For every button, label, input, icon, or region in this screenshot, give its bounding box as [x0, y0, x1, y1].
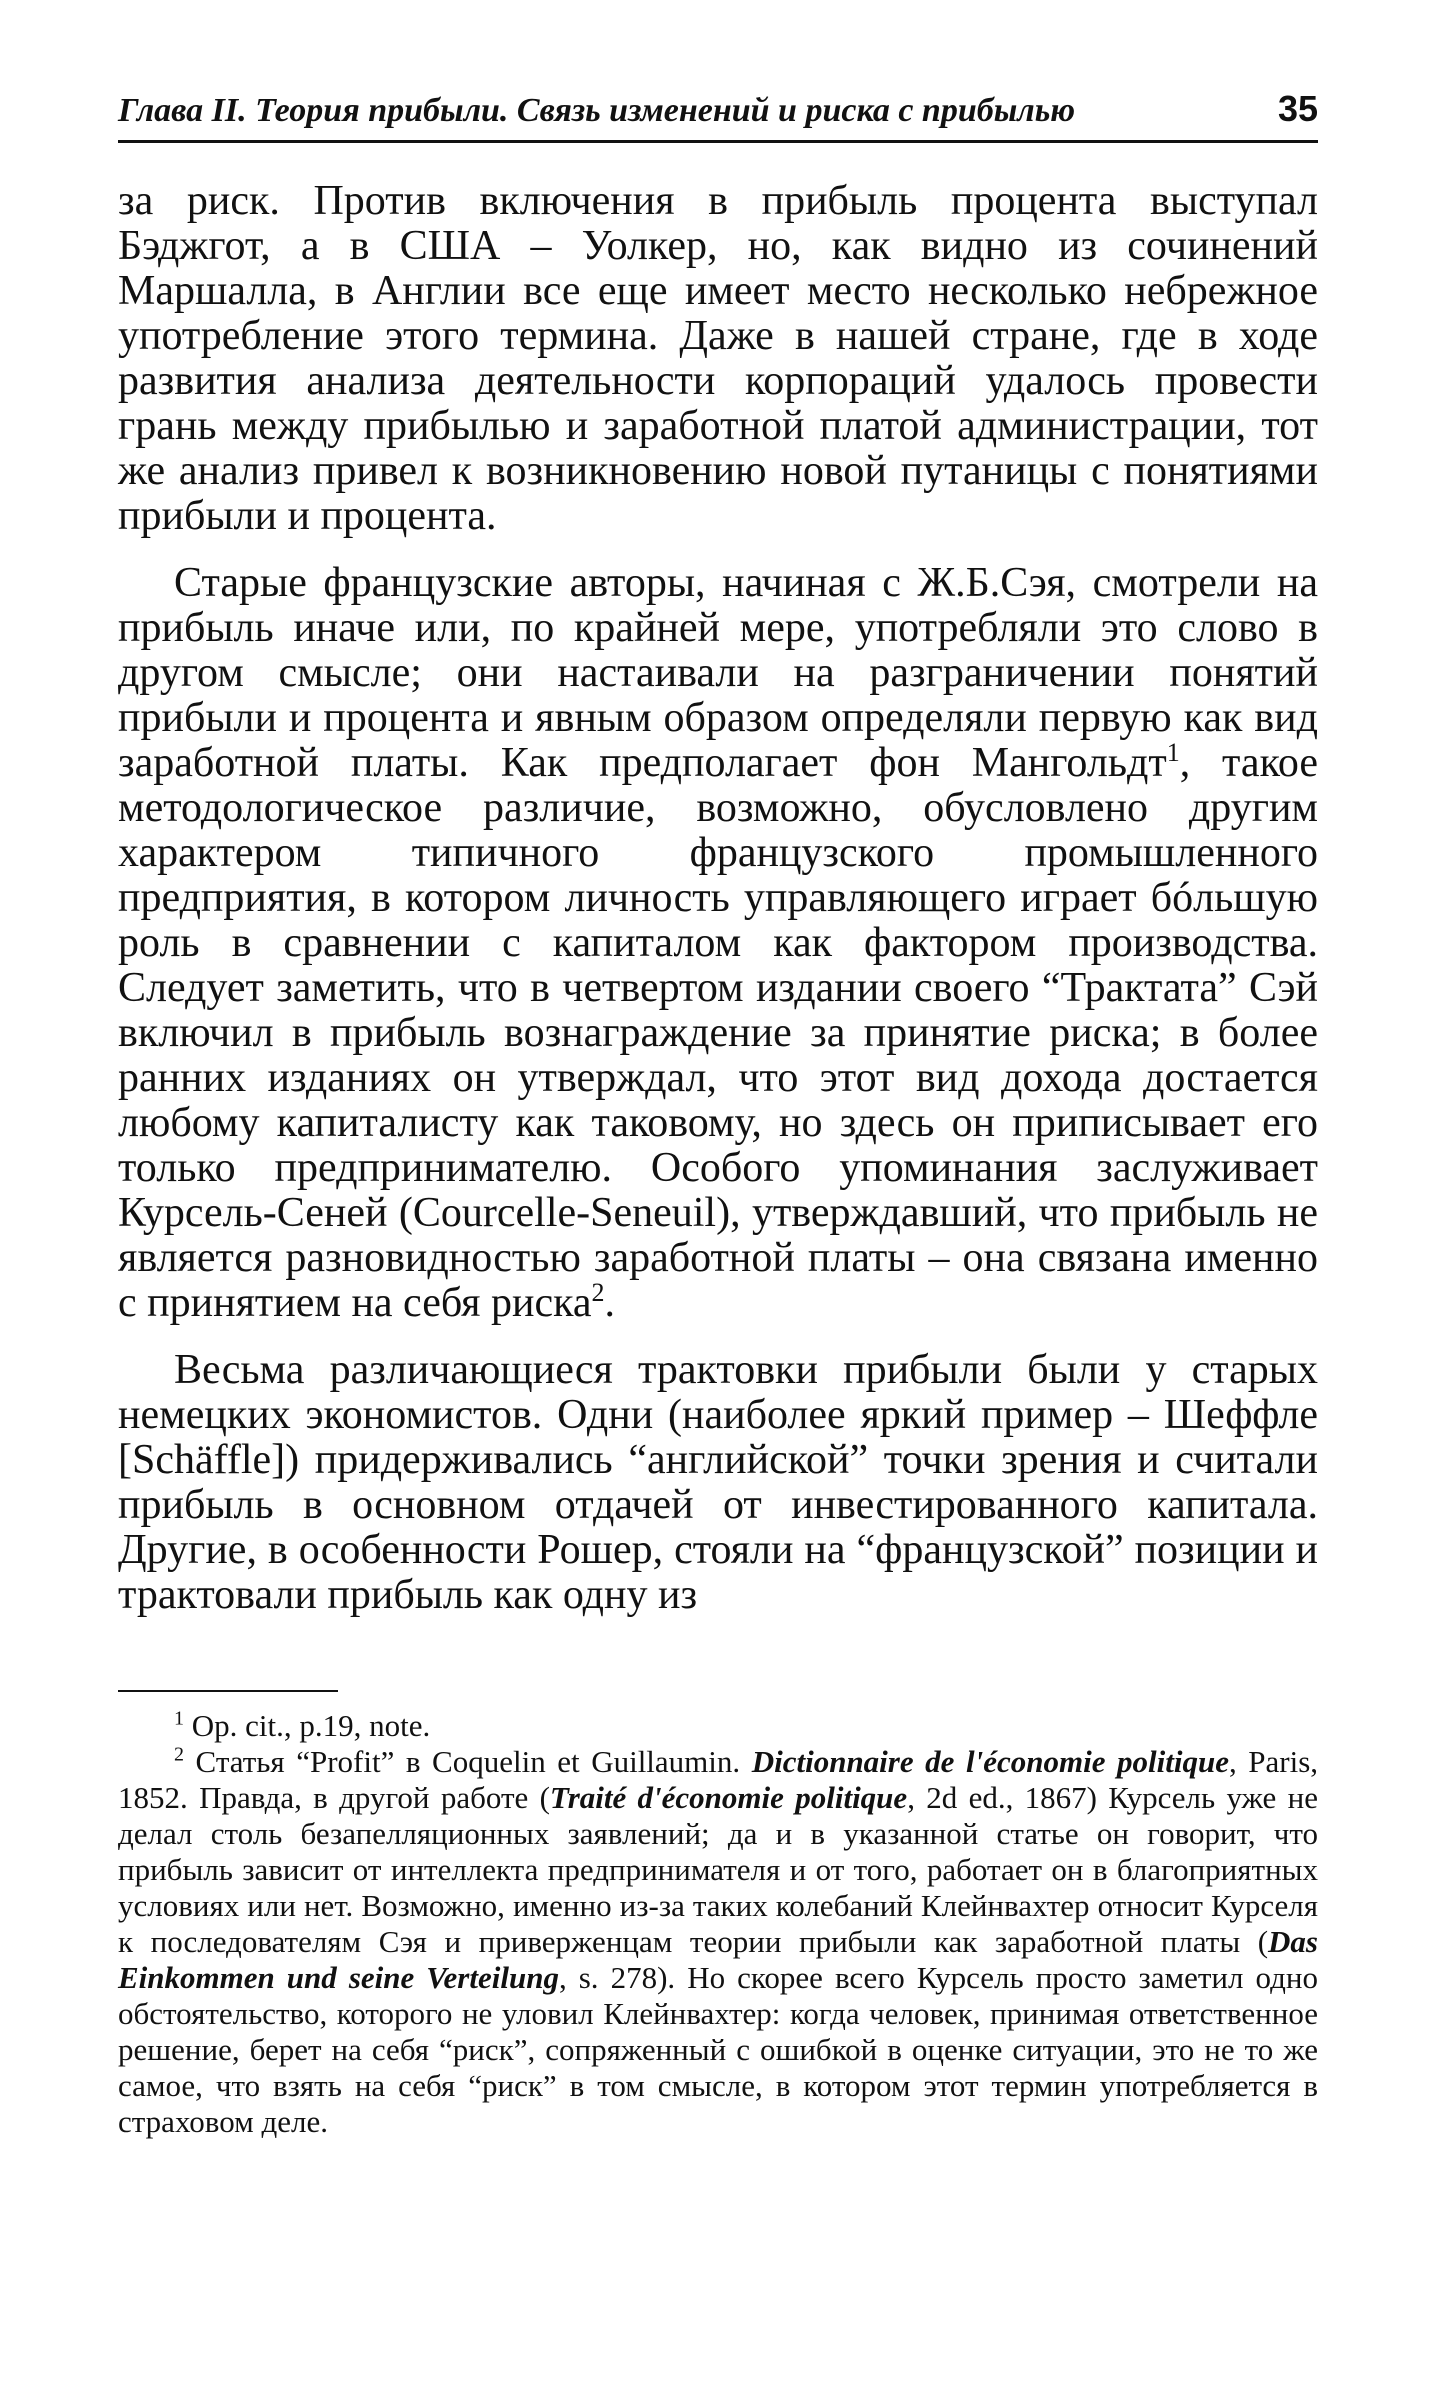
paragraph-text: . — [604, 1280, 616, 1326]
footnote-mark: 1 — [174, 1707, 184, 1730]
footnote-text: Op. cit., p.19, note. — [184, 1708, 431, 1743]
footnote-ref-2[interactable]: 2 — [591, 1278, 605, 1307]
footnote-text: Статья “Profit” в Coquelin et Guillaumin. — [184, 1744, 752, 1779]
paragraph-text: за риск. Против включения в прибыль процента выступал Бэджгот, а в США – Уолкер, но, как видно из сочинений Маршалла, в Англии все еще имеет место несколько небрежное употребление этого термина. Даже в нашей стране, где в ходе развития анализа деятельности корпораций удалось провести грань между прибылью и заработной платой администрации, тот же анализ привел к возникновению новой путаницы с понятиями прибыли и процента. — [118, 178, 1318, 539]
running-title: Глава II. Теория прибыли. Связь изменений и риска с прибылью — [118, 92, 1076, 129]
paragraph-3 — [118, 1348, 1318, 1618]
footnote-ref-1[interactable]: 1 — [1166, 738, 1180, 767]
cited-title: Traité d'économie politique — [549, 1780, 908, 1815]
footnote-text: , Paris, 1852. Правда, в другой работе ( — [118, 1744, 1319, 1815]
paragraph-text: Весьма различающиеся трактовки прибыли были у старых немецких экономистов. Одни (наиболее яркий пример – Шеффле [Schäffle]) придерживались “английской” точки зрения и считали прибыль в основном отдачей от инвестированного капитала. Другие, в особенности Рошер, стояли на “французской” позиции и трактовали прибыль как одну из — [118, 1347, 1318, 1618]
paragraph-text: , такое методологическое различие, возможно, обусловлено другим характером типичного французского промышленного предприятия, в котором личность управляющего играет бóльшую роль в сравнении с капиталом как фактором производства. Следует заметить, что в четвертом издании своего “Трактата” Сэй включил в прибыль вознаграждение за принятие риска; в более ранних изданиях он утверждал, что этот вид дохода достается любому капиталисту как таковому, но здесь он приписывает его только предпринимателю. Особого упоминания заслуживает Курсель-Сеней (Courcelle-Seneuil), утверждавший, что прибыль не является разновидностью заработной платы – она связана именно с принятием на себя риска — [118, 740, 1318, 1326]
page-number: 35 — [1277, 88, 1318, 129]
footnote-text: , 2d ed., 1867) Курсель уже не делал столь безапелляционных заявлений; да и в указанной статье он говорит, что прибыль зависит от интеллекта предпринимателя и от того, работает он в благоприятных условиях или нет. Возможно, именно из-за таких колебаний Клейнвахтер относит Курселя к последователям Сэя и приверженцам теории прибыли как заработной платы ( — [118, 1780, 1318, 1959]
main-text — [118, 179, 1318, 1618]
paragraph-1 — [118, 179, 1318, 539]
footnote-2 — [118, 1744, 1318, 2140]
paragraph-text: Старые французские авторы, начиная с Ж.Б.Сэя, смотрели на прибыль иначе или, по крайней мере, употребляли это слово в другом смысле; они настаивали на разграничении понятий прибыли и процента и явным образом определяли первую как вид заработной платы. Как предполагает фон Мангольдт — [118, 560, 1318, 786]
cited-title: Das Einkommen und seine Verteilung — [118, 1924, 1318, 1995]
footnote-text: , s. 278). Но скорее всего Курсель просто заметил одно обстоятельство, которого не уловил Клейнвахтер: когда человек, принимая ответственное решение, берет на себя “риск”, сопряженный с ошибкой в оценке ситуации, это не то же самое, что взять на себя “риск” в том смысле, в котором этот термин употребляется в страховом деле. — [118, 1960, 1318, 2139]
paragraph-2 — [118, 561, 1318, 1326]
cited-title: Dictionnaire de l'économie politique — [751, 1744, 1229, 1779]
footnote-divider — [118, 1690, 338, 1692]
footnote-mark: 2 — [174, 1743, 184, 1766]
footnotes — [118, 1708, 1318, 2140]
footnote-1 — [118, 1708, 1318, 1744]
page-header — [118, 88, 1318, 143]
book-page — [118, 88, 1318, 2140]
